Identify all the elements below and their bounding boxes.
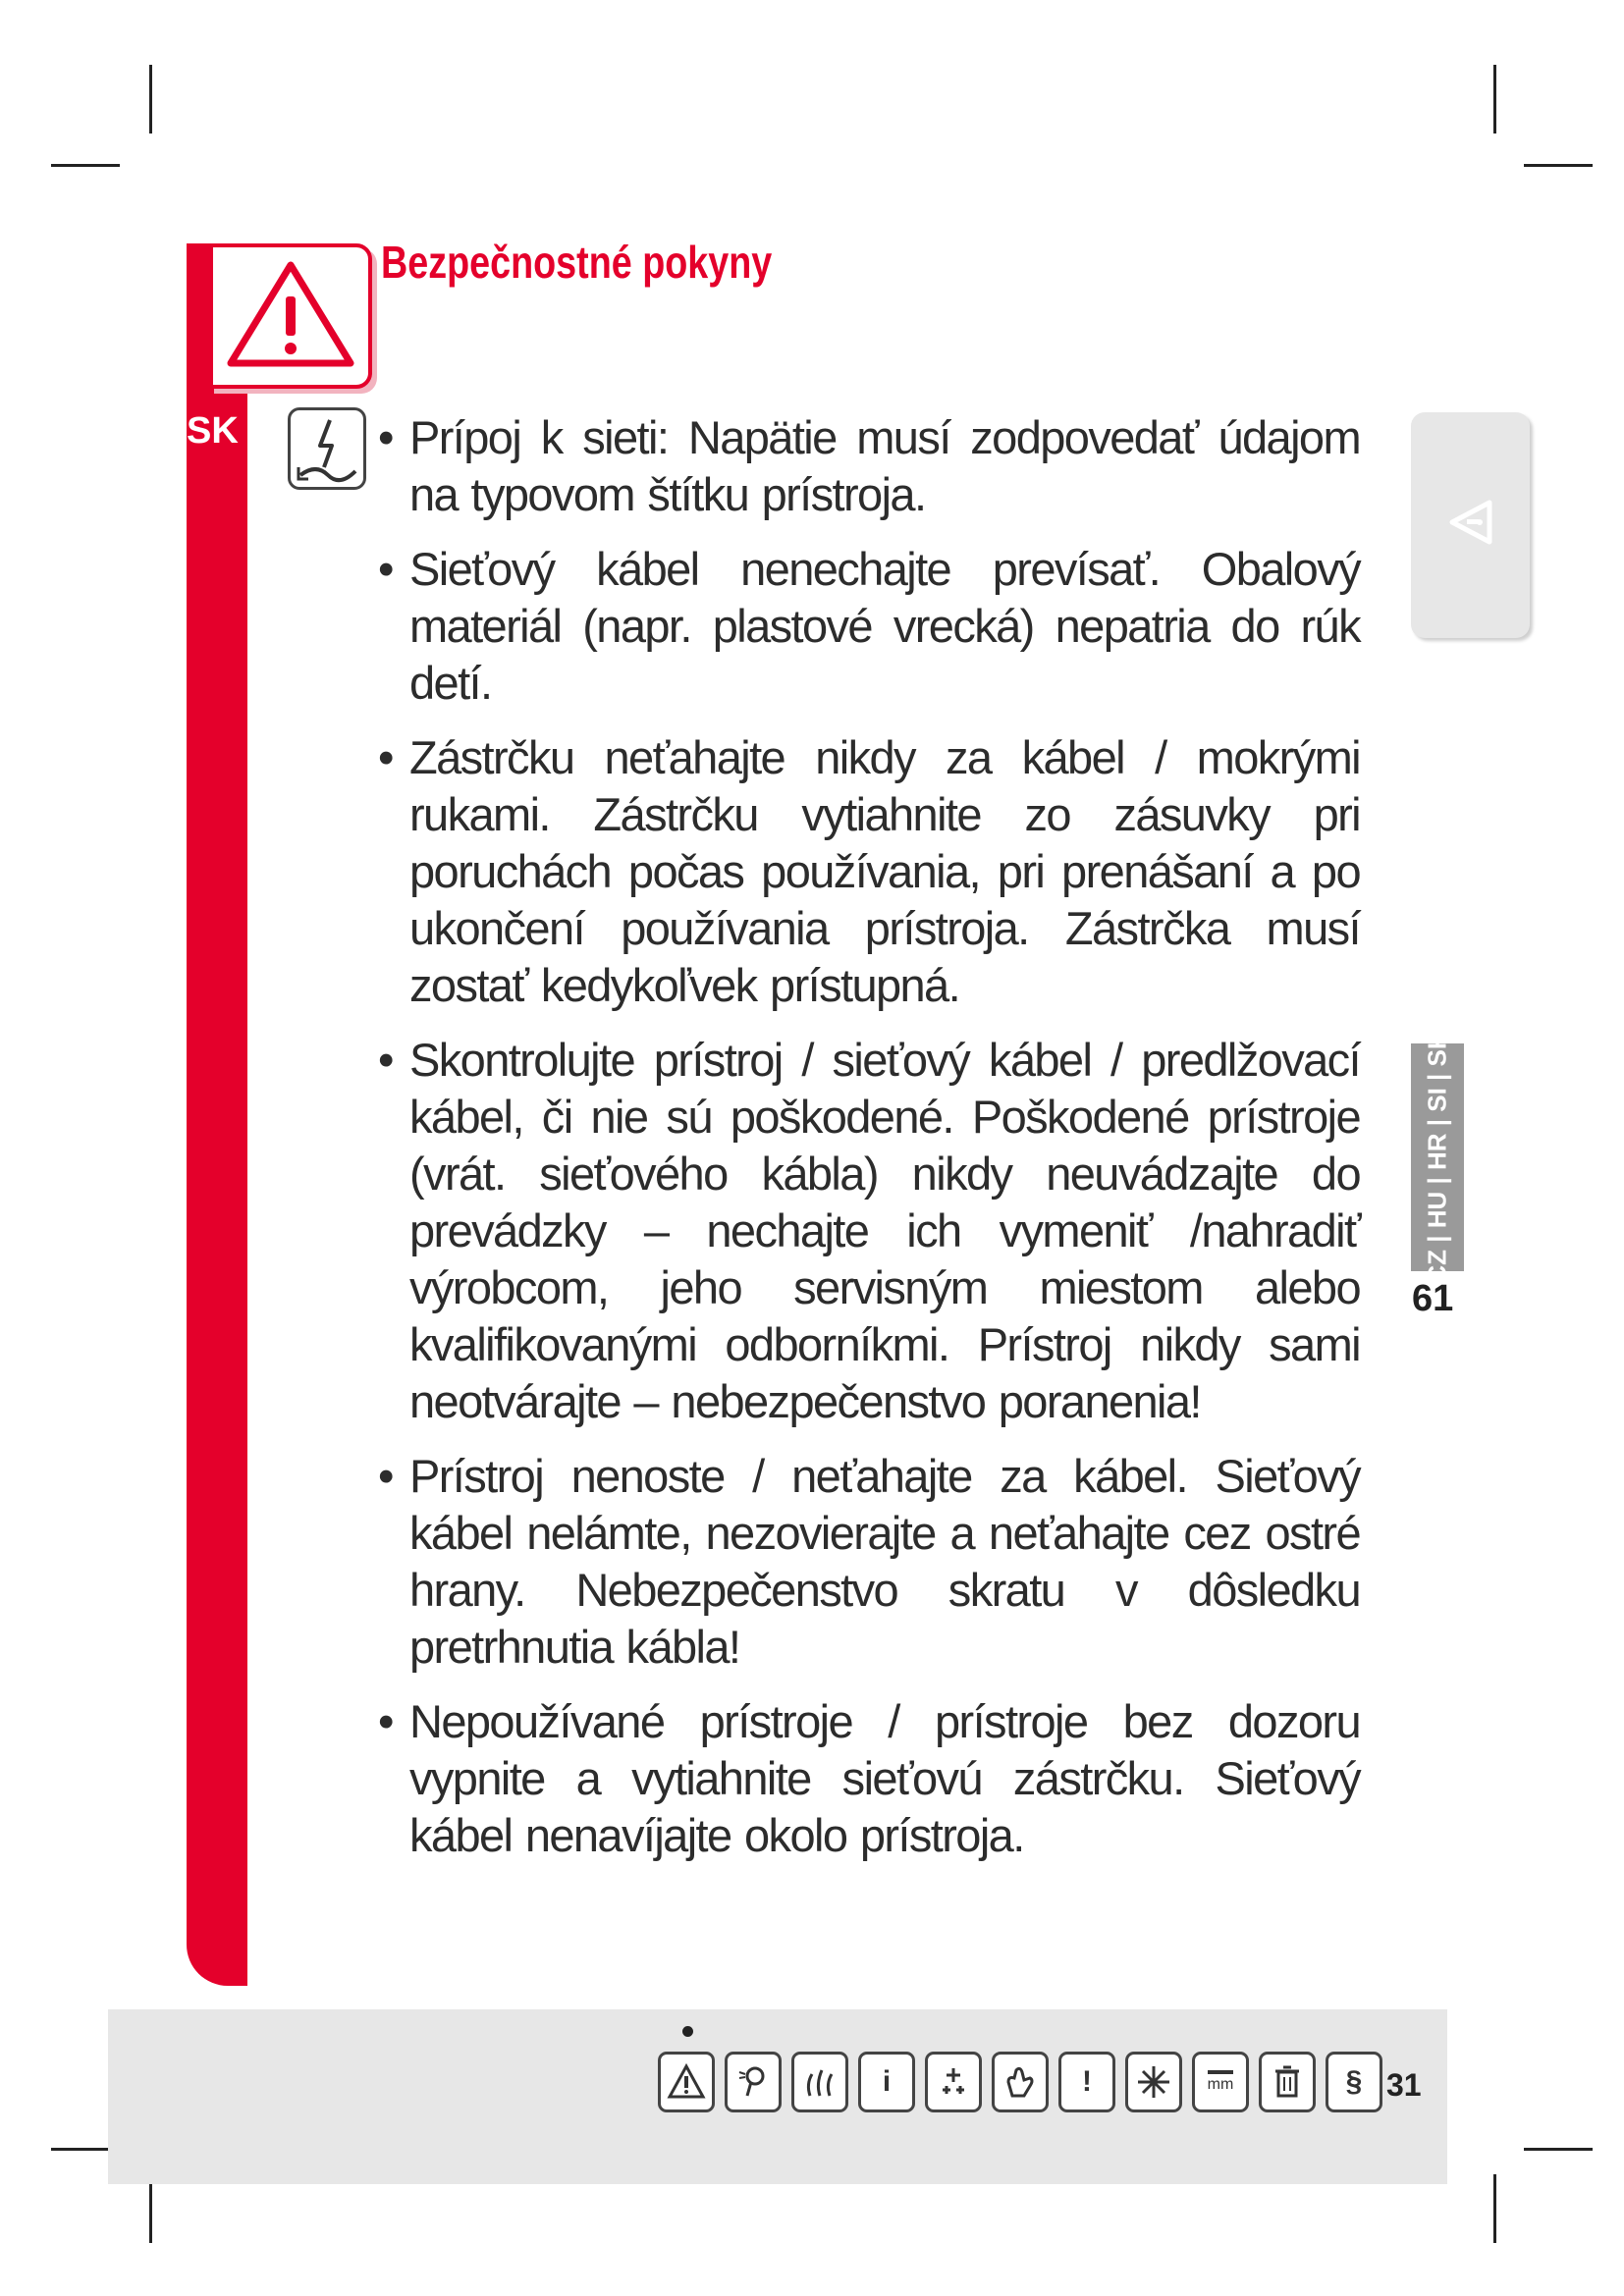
accessories-icon[interactable] [925, 2052, 982, 2112]
bullet-mark: • [378, 1450, 393, 1502]
list-item-text: Prístroj nenoste / neťahajte za kábel. Sieťový kábel nelámte, nezovierajte a neťahajte cez ostré hrany. Nebezpečenstvo skratu v dôsledku pretrhnutia kábla! [409, 1450, 1360, 1673]
warning-icon[interactable] [658, 2052, 715, 2112]
bullet-mark: • [378, 411, 393, 463]
bullet-mark: • [378, 1034, 393, 1086]
crop-mark [1524, 2148, 1593, 2151]
power-cable-icon [288, 407, 366, 490]
disposal-icon[interactable] [1259, 2052, 1316, 2112]
language-list: CZ | HU | HR | SI | SK [1422, 1031, 1452, 1284]
crop-mark [149, 2174, 152, 2243]
section-sidebar [187, 243, 247, 1986]
paragraph-glyph: § [1345, 2065, 1363, 2098]
info-icon[interactable] [858, 2052, 915, 2112]
warning-box [209, 243, 372, 389]
bullet-mark: • [378, 1695, 393, 1747]
paragraph-icon[interactable] [1326, 2052, 1382, 2112]
cleaning-icon[interactable] [1125, 2052, 1182, 2112]
footer-icon-bar [658, 2052, 1382, 2112]
hand-icon[interactable] [992, 2052, 1049, 2112]
heat-icon[interactable] [791, 2052, 848, 2112]
safety-instructions-list [378, 409, 1360, 1882]
crop-mark [1493, 65, 1496, 133]
warning-icon [1411, 412, 1530, 638]
list-item-text: Sieťový kábel nenechajte prevísať. Obalový materiál (napr. plastové vrecká) nepatria do rúk detí. [409, 543, 1360, 709]
attention-glyph: ! [1082, 2065, 1092, 2098]
bullet-mark: • [378, 731, 393, 783]
list-item [378, 541, 1360, 712]
list-item-text: Zástrčku neťahajte nikdy za kábel / mokrými rukami. Zástrčku vytiahnite zo zásuvky pri poruchách počas používania, pri prenášaní a po ukončení používania prístroja. Zástrčka musí zostať kedykoľvek prístupná. [409, 731, 1360, 1011]
crop-mark [149, 65, 152, 133]
list-item [378, 409, 1360, 523]
measurement-glyph: mm [1208, 2070, 1234, 2094]
list-item-text: Skontrolujte prístroj / sieťový kábel / predlžovací kábel, či nie sú poškodené. Poškodené prístroje (vrát. sieťového kábla) nikdy neuvádzajte do prevádzky – nechajte ich vymeniť /nahradiť výrobcom, jeho servisným miestom alebo kvalifikovanými odborníkmi. Prístroj nikdy sami neotvárajte – nebezpečenstvo poranenia! [409, 1034, 1360, 1427]
list-item-text: Nepoužívané prístroje / prístroje bez dozoru vypnite a vytiahnite sieťovú zástrčku. Sieťový kábel nenavíjajte okolo prístroja. [409, 1695, 1360, 1861]
active-indicator-dot [682, 2026, 693, 2037]
crop-mark [51, 164, 120, 167]
list-item [378, 1448, 1360, 1676]
section-tab-warning[interactable] [1411, 412, 1530, 638]
info-glyph: i [882, 2065, 892, 2098]
list-item [378, 1693, 1360, 1864]
list-item [378, 1032, 1360, 1430]
hair-dryer-icon[interactable] [725, 2052, 782, 2112]
crop-mark [1493, 2174, 1496, 2243]
language-marker: SK [187, 410, 239, 452]
page-number-large: 61 [1412, 1278, 1454, 1319]
crop-mark [1524, 164, 1593, 167]
attention-icon[interactable] [1058, 2052, 1115, 2112]
warning-triangle-icon [213, 247, 368, 385]
measurement-icon[interactable] [1192, 2052, 1249, 2112]
bullet-mark: • [378, 543, 393, 595]
language-tab [1411, 1031, 1464, 1284]
list-item-text: Prípoj k sieti: Napätie musí zodpovedať údajom na typovom štítku prístroja. [409, 411, 1360, 520]
page-number: 31 [1386, 2067, 1422, 2103]
page-title: Bezpečnostné pokyny [381, 237, 773, 288]
list-item [378, 729, 1360, 1014]
